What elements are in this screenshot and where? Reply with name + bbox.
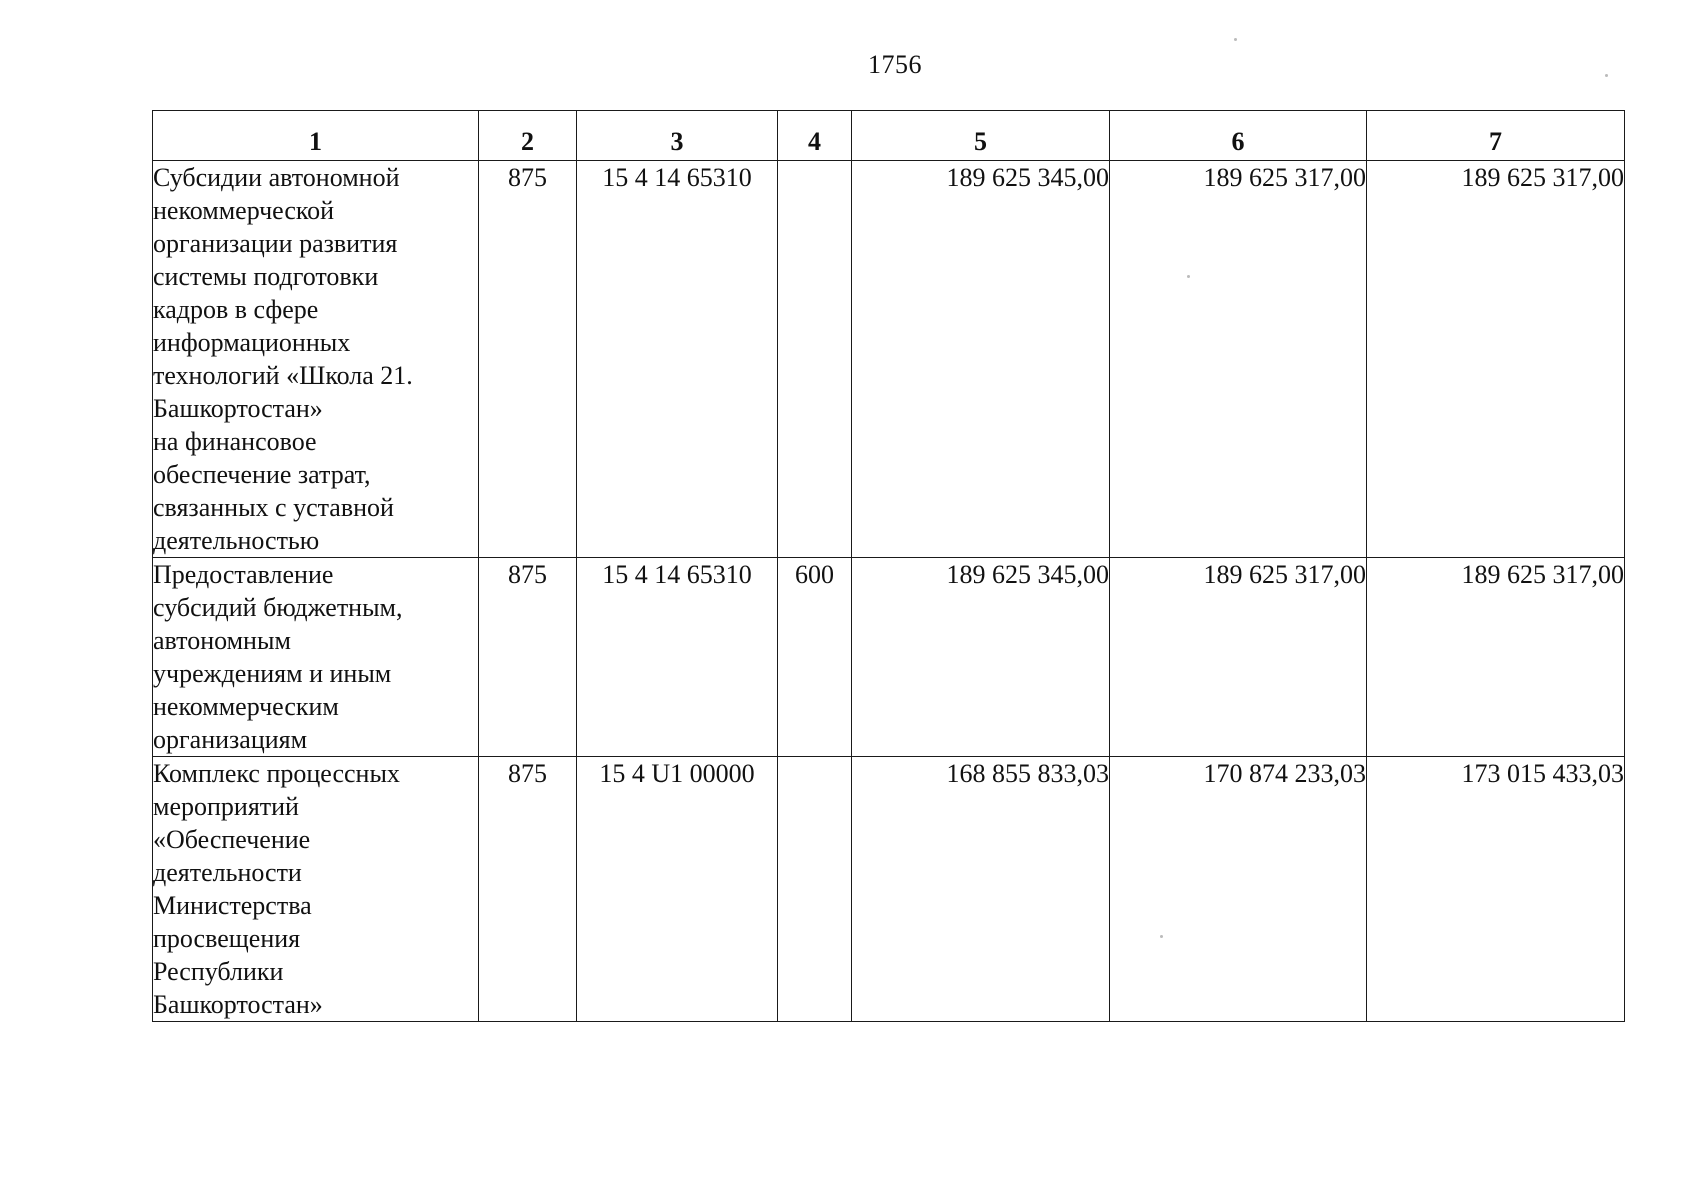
description-line: информационных xyxy=(153,328,351,357)
scan-speck xyxy=(1605,74,1608,77)
description-line: деятельностью xyxy=(153,526,320,555)
description-line: связанных с уставной xyxy=(153,493,394,522)
amount-col7-cell: 189 625 317,00 xyxy=(1367,558,1625,757)
description-line: технологий «Школа 21. xyxy=(153,361,413,390)
description-line: некоммерческим xyxy=(153,692,339,721)
table-row xyxy=(153,161,1625,558)
description-line: учреждениям и иным xyxy=(153,659,392,688)
description-line: организациям xyxy=(153,725,308,754)
description-line: «Обеспечение xyxy=(153,825,311,854)
amount-col7-cell: 189 625 317,00 xyxy=(1367,161,1625,558)
amount-col6-cell: 189 625 317,00 xyxy=(1110,161,1367,558)
description-line: просвещения xyxy=(153,924,301,953)
expense-type-cell xyxy=(778,757,852,1022)
description-line: Министерства xyxy=(153,891,312,920)
description-line: Республики xyxy=(153,957,284,986)
description-line: Башкортостан» xyxy=(153,394,323,423)
expense-type-cell xyxy=(778,161,852,558)
description-line: организации развития xyxy=(153,229,398,258)
budget-table xyxy=(152,110,1625,1022)
amount-col6-cell: 189 625 317,00 xyxy=(1110,558,1367,757)
row-description xyxy=(153,161,479,558)
description-line: обеспечение затрат, xyxy=(153,460,371,489)
header-col-1: 1 xyxy=(153,111,479,161)
page-number: 1756 xyxy=(868,50,922,79)
expense-type-cell: 600 xyxy=(778,558,852,757)
description-line: системы подготовки xyxy=(153,262,379,291)
description-line: деятельности xyxy=(153,858,302,887)
target-article-cell: 15 4 U1 00000 xyxy=(577,757,778,1022)
header-col-3: 3 xyxy=(577,111,778,161)
table-row xyxy=(153,558,1625,757)
header-col-4: 4 xyxy=(778,111,852,161)
scan-speck xyxy=(1160,935,1163,938)
ministry-code-cell: 875 xyxy=(479,757,577,1022)
description-line: мероприятий xyxy=(153,792,299,821)
description-line: Предоставление xyxy=(153,560,334,589)
row-description xyxy=(153,757,479,1022)
description-line: Субсидии автономной xyxy=(153,163,400,192)
header-row xyxy=(153,111,1625,161)
ministry-code-cell: 875 xyxy=(479,161,577,558)
description-line: некоммерческой xyxy=(153,196,335,225)
amount-col6-cell: 170 874 233,03 xyxy=(1110,757,1367,1022)
amount-col5-cell: 168 855 833,03 xyxy=(852,757,1110,1022)
header-col-7: 7 xyxy=(1367,111,1625,161)
header-col-6: 6 xyxy=(1110,111,1367,161)
scan-speck xyxy=(1187,275,1190,278)
description-line: Комплекс процессных xyxy=(153,759,400,788)
description-line: на финансовое xyxy=(153,427,317,456)
description-line: Башкортостан» xyxy=(153,990,323,1019)
row-description xyxy=(153,558,479,757)
description-line: автономным xyxy=(153,626,291,655)
table-row xyxy=(153,757,1625,1022)
amount-col5-cell: 189 625 345,00 xyxy=(852,558,1110,757)
description-line: кадров в сфере xyxy=(153,295,319,324)
amount-col5-cell: 189 625 345,00 xyxy=(852,161,1110,558)
target-article-cell: 15 4 14 65310 xyxy=(577,558,778,757)
scan-speck xyxy=(1234,38,1237,41)
amount-col7-cell: 173 015 433,03 xyxy=(1367,757,1625,1022)
ministry-code-cell: 875 xyxy=(479,558,577,757)
header-col-5: 5 xyxy=(852,111,1110,161)
header-col-2: 2 xyxy=(479,111,577,161)
target-article-cell: 15 4 14 65310 xyxy=(577,161,778,558)
description-line: субсидий бюджетным, xyxy=(153,593,403,622)
